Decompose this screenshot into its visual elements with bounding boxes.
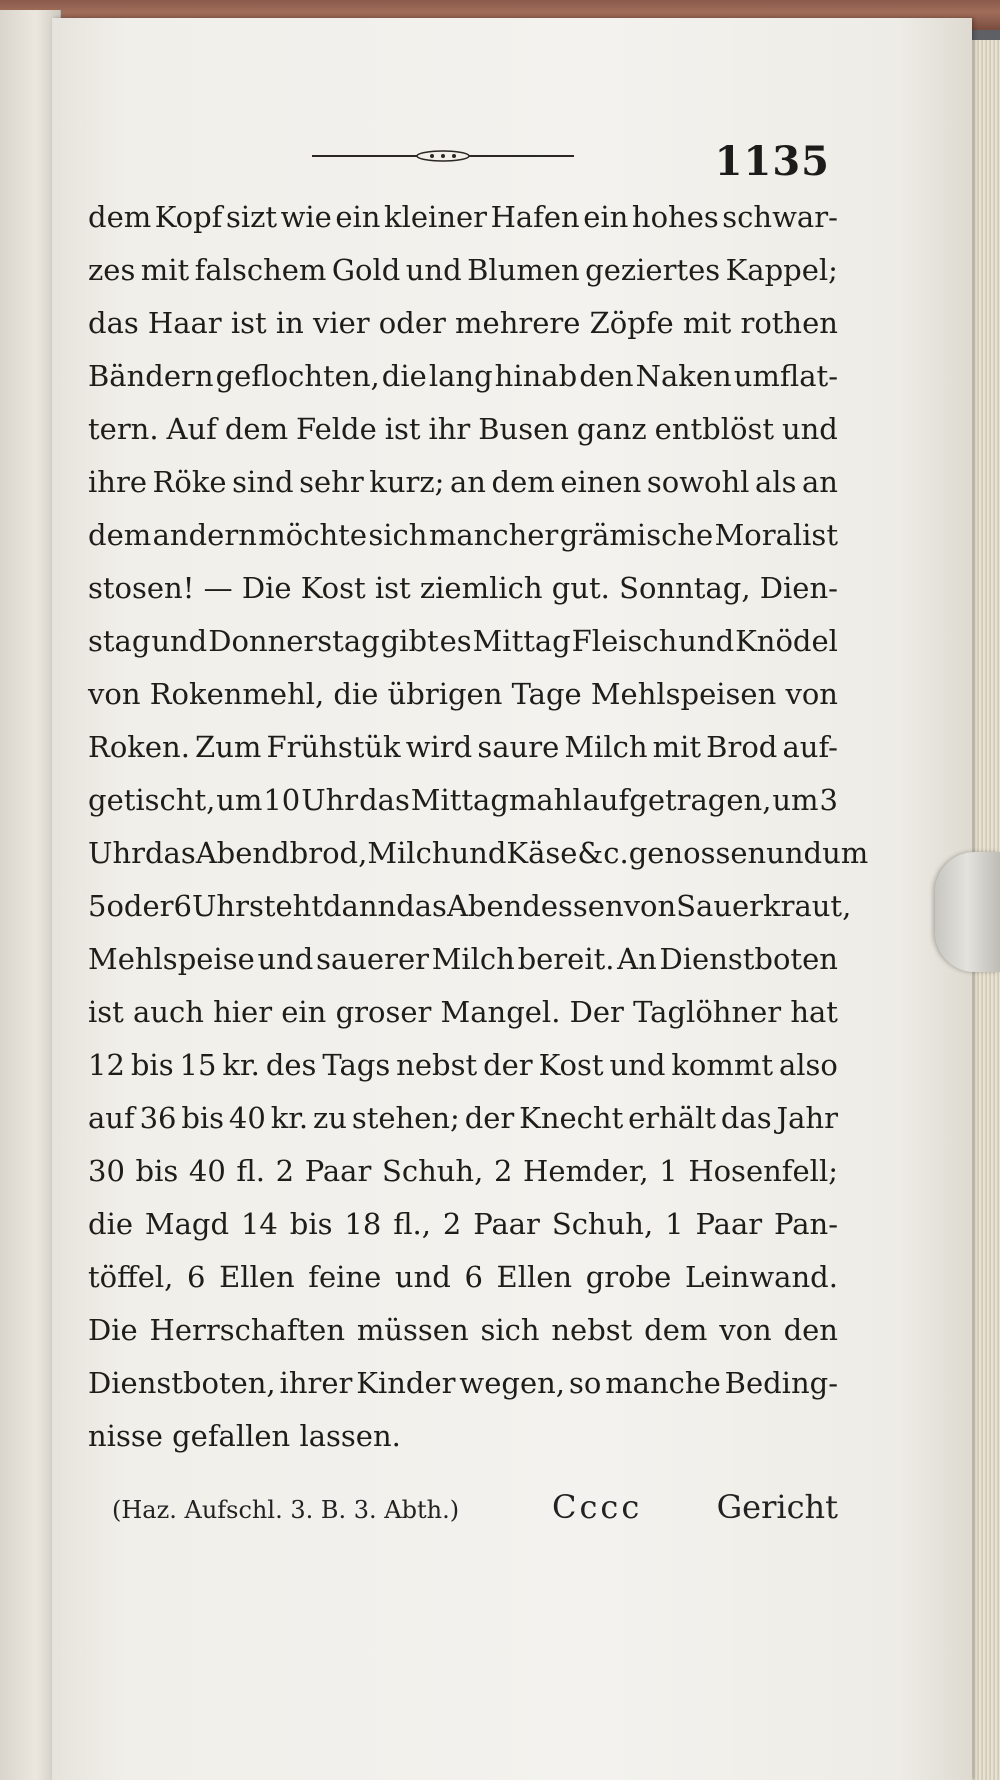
text-word: nebst — [551, 1313, 633, 1347]
text-word: Paar — [695, 1207, 763, 1241]
text-line — [88, 783, 838, 836]
text-line — [88, 253, 838, 306]
text-word: Mehlspeise — [88, 942, 255, 976]
text-word: Zöpfe — [589, 306, 674, 340]
text-word: vier — [312, 306, 370, 340]
text-word: tern. — [88, 412, 159, 446]
text-word: in — [275, 306, 304, 340]
text-word: kleiner — [384, 200, 488, 234]
header-ornament — [312, 150, 574, 162]
text-word: wird — [405, 730, 473, 764]
text-word: so — [568, 1366, 602, 1400]
text-word: wie — [280, 200, 332, 234]
text-word: Moralist — [714, 518, 838, 552]
text-word: sehr — [299, 465, 364, 499]
text-word: ist — [88, 995, 124, 1029]
text-word: Zum — [195, 730, 262, 764]
text-word: Tags — [322, 1048, 391, 1082]
text-word: sauerer — [316, 942, 429, 976]
text-word: kommt — [671, 1048, 774, 1082]
text-word: bis — [135, 1154, 179, 1188]
text-word: und — [609, 1048, 666, 1082]
text-word: dem — [644, 1313, 708, 1347]
text-word: kr. — [222, 1048, 260, 1082]
text-line — [88, 1154, 838, 1207]
text-word: geziertes — [585, 253, 721, 287]
text-word: 2 — [275, 1154, 295, 1188]
text-word: 40 — [228, 1101, 266, 1135]
text-word: 30 — [88, 1154, 125, 1188]
text-word: das — [396, 889, 447, 923]
text-word: oder — [106, 889, 174, 923]
text-word: fl., — [393, 1207, 431, 1241]
text-word: Dienstboten, — [88, 1366, 276, 1400]
text-word: Jahr — [776, 1101, 838, 1135]
text-word: bereit. — [517, 942, 615, 976]
text-word: bis — [181, 1101, 225, 1135]
text-line — [88, 677, 838, 730]
text-word: die — [333, 677, 379, 711]
text-word: groser — [335, 995, 432, 1029]
text-word: auf — [88, 1101, 135, 1135]
text-word: ihre — [88, 465, 147, 499]
text-line — [88, 518, 838, 571]
text-word: feine — [308, 1260, 382, 1294]
text-word: ist — [230, 306, 267, 340]
text-word: 6 — [173, 889, 192, 923]
text-word: — — [203, 571, 233, 605]
text-word: mancher — [428, 518, 559, 552]
text-word: Uhr — [88, 836, 145, 870]
text-word: Leinwand. — [684, 1260, 838, 1294]
text-word: schwar- — [722, 200, 838, 234]
text-word: 3 — [819, 783, 838, 817]
text-word: Abendbrod, — [195, 836, 368, 870]
text-line — [88, 571, 838, 624]
text-word: Donnerstag — [208, 624, 380, 658]
text-word: den — [579, 359, 634, 393]
text-line — [88, 200, 838, 253]
text-word: Schuh, — [381, 1154, 484, 1188]
text-word: geflochten, — [215, 359, 380, 393]
text-word: Mehlspeisen — [590, 677, 777, 711]
text-word: kr. — [270, 1101, 309, 1135]
text-word: An — [617, 942, 657, 976]
text-word: mehrere — [455, 306, 581, 340]
text-word: Abendessen — [446, 889, 624, 923]
text-word: sizt — [225, 200, 278, 234]
text-word: von — [88, 677, 141, 711]
text-word: &c. — [577, 836, 629, 870]
text-line — [88, 1313, 838, 1366]
text-word: Röke — [152, 465, 227, 499]
text-line — [88, 1048, 838, 1101]
text-word: Der — [569, 995, 624, 1029]
text-line — [88, 412, 838, 465]
text-word: die — [88, 1207, 134, 1241]
text-word: Rokenmehl, — [149, 677, 325, 711]
text-word: Die — [241, 571, 292, 605]
text-word: Mangel. — [440, 995, 561, 1029]
text-word: Kost — [538, 1048, 604, 1082]
text-word: an — [802, 465, 838, 499]
text-word: Tage — [511, 677, 582, 711]
text-word: mit — [682, 306, 732, 340]
text-word: bis — [289, 1207, 333, 1241]
text-word: 18 — [344, 1207, 382, 1241]
text-word: sowohl — [646, 465, 750, 499]
text-word: erhält — [628, 1101, 717, 1135]
text-word: müssen — [356, 1313, 469, 1347]
source-note: (Haz. Aufschl. 3. B. 3. Abth.) — [112, 1496, 460, 1524]
text-word: des — [265, 1048, 317, 1082]
text-line — [88, 359, 838, 412]
text-word: hohes — [631, 200, 719, 234]
page-footer — [112, 1488, 838, 1538]
text-word: Busen — [478, 412, 569, 446]
page-number: 1135 — [714, 138, 830, 185]
text-word: Schuh, — [551, 1207, 654, 1241]
text-word: dem — [88, 200, 152, 234]
text-word: Milch — [367, 836, 451, 870]
text-line — [88, 1260, 838, 1313]
text-word: möchte — [258, 518, 367, 552]
text-word: falschem — [194, 253, 327, 287]
text-word: zu — [313, 1101, 347, 1135]
text-word: sich — [480, 1313, 540, 1347]
text-word: mit — [652, 730, 702, 764]
text-word: dem — [224, 412, 289, 446]
text-word: zes — [88, 253, 136, 287]
body-text — [88, 200, 869, 1472]
text-word: fl. — [236, 1154, 265, 1188]
text-word: töffel, — [88, 1260, 174, 1294]
text-word: entblöst — [654, 412, 774, 446]
text-word: Hafen — [490, 200, 580, 234]
text-word: Die — [88, 1313, 138, 1347]
text-word: Ellen — [496, 1260, 573, 1294]
text-word: Milch — [431, 942, 515, 976]
text-word: sind — [232, 465, 294, 499]
text-word: stosen! — [88, 571, 195, 605]
text-word: dem — [491, 465, 555, 499]
text-word: Hemder, — [523, 1154, 649, 1188]
text-word: also — [778, 1048, 838, 1082]
text-word: und — [781, 412, 838, 446]
text-word: Dienstboten — [659, 942, 838, 976]
text-word: Mittag — [472, 624, 571, 658]
text-word: Bändern — [88, 359, 214, 393]
text-line — [88, 942, 838, 995]
text-word: Felde — [296, 412, 377, 446]
text-word: umflat- — [733, 359, 838, 393]
text-word: und — [766, 836, 823, 870]
text-word: das — [88, 306, 139, 340]
text-word: andern — [152, 518, 257, 552]
text-word: um — [772, 783, 819, 817]
text-word: genossen — [628, 836, 767, 870]
text-word: 2 — [493, 1154, 513, 1188]
text-word: ein — [281, 995, 327, 1029]
text-line — [88, 624, 838, 677]
text-word: und — [394, 1260, 451, 1294]
text-word: Paar — [473, 1207, 540, 1241]
text-word: dem — [88, 518, 152, 552]
text-word: Ellen — [219, 1260, 295, 1294]
text-word: oder — [378, 306, 446, 340]
text-word: Dien- — [759, 571, 838, 605]
text-word: Beding- — [724, 1366, 838, 1400]
text-word: nebst — [396, 1048, 478, 1082]
text-word: übrigen — [387, 677, 503, 711]
text-word: ein — [583, 200, 629, 234]
text-word: grobe — [585, 1260, 672, 1294]
text-word: von — [785, 677, 838, 711]
text-word: das — [720, 1101, 772, 1135]
text-word: Hosenfell; — [688, 1154, 838, 1188]
text-word: Herrschaften — [149, 1313, 346, 1347]
text-word: Taglöhner — [633, 995, 782, 1029]
text-word: gut. — [551, 571, 610, 605]
text-word: Knecht — [519, 1101, 624, 1135]
text-word: an — [450, 465, 486, 499]
text-word: das — [359, 783, 410, 817]
text-word: und — [678, 624, 735, 658]
text-word: stag — [88, 624, 151, 658]
text-word: der — [483, 1048, 533, 1082]
text-word: gibt — [380, 624, 439, 658]
text-word: 1 — [665, 1207, 684, 1241]
text-word: den — [783, 1313, 838, 1347]
text-word: Fleisch — [571, 624, 678, 658]
text-word: getischt, — [88, 783, 216, 817]
text-word: 2 — [442, 1207, 462, 1241]
text-word: das — [144, 836, 196, 870]
text-word: als — [755, 465, 797, 499]
text-line — [88, 836, 869, 889]
text-word: und — [405, 253, 462, 287]
text-word: Knödel — [735, 624, 838, 658]
text-word: Frühstük — [266, 730, 401, 764]
text-word: ein — [335, 200, 381, 234]
text-word: lang — [428, 359, 493, 393]
text-line — [88, 1207, 838, 1260]
text-word: Naken — [635, 359, 732, 393]
text-word: 6 — [464, 1260, 483, 1294]
text-word: Uhr — [191, 889, 249, 923]
text-word: Mittagmahl — [410, 783, 582, 817]
text-word: Haar — [147, 306, 222, 340]
text-word: rothen — [740, 306, 838, 340]
text-word: 5 — [88, 889, 107, 923]
text-line — [88, 995, 838, 1048]
text-word: ihr — [428, 412, 471, 446]
text-word: Blumen — [467, 253, 580, 287]
text-word: Uhr — [301, 783, 359, 817]
text-word: auch — [133, 995, 204, 1029]
text-word: manche — [605, 1366, 721, 1400]
text-word: Käse — [506, 836, 578, 870]
text-word: kurz; — [369, 465, 445, 499]
text-word: steht — [248, 889, 323, 923]
text-word: und — [151, 624, 208, 658]
text-word: 12 — [88, 1048, 125, 1082]
text-line — [88, 730, 838, 783]
text-word: mit — [140, 253, 190, 287]
text-word: bis — [130, 1048, 174, 1082]
text-word: 15 — [179, 1048, 217, 1082]
text-word: Sonntag, — [619, 571, 751, 605]
text-line — [88, 1366, 838, 1419]
text-word: und — [450, 836, 507, 870]
text-word: Kopf — [154, 200, 223, 234]
text-word: Paar — [304, 1154, 372, 1188]
text-word: dann — [322, 889, 397, 923]
text-word: ziemlich — [419, 571, 543, 605]
text-word: 40 — [188, 1154, 226, 1188]
text-word: ganz — [576, 412, 647, 446]
text-line — [88, 306, 838, 359]
text-word: es — [439, 624, 472, 658]
text-word: grämische — [559, 518, 714, 552]
text-word: hier — [213, 995, 273, 1029]
text-word: Kost — [300, 571, 366, 605]
text-word: von — [623, 889, 677, 923]
text-word: von — [719, 1313, 772, 1347]
catchword: Gericht — [716, 1488, 838, 1526]
text-word: ist — [374, 571, 411, 605]
text-word: der — [464, 1101, 515, 1135]
text-word: die — [381, 359, 427, 393]
text-word: ihrer — [279, 1366, 353, 1400]
text-word: einen — [560, 465, 642, 499]
text-line — [88, 889, 852, 942]
text-word: 6 — [187, 1260, 206, 1294]
text-line: nisse gefallen lassen. — [88, 1419, 401, 1453]
text-word: Gold — [331, 253, 401, 287]
text-word: Pan- — [774, 1207, 838, 1241]
text-word: stehen; — [351, 1101, 460, 1135]
text-word: Milch — [564, 730, 648, 764]
text-word: aufgetragen, — [582, 783, 772, 817]
text-word: um — [216, 783, 263, 817]
text-word: Sauerkraut, — [676, 889, 852, 923]
text-word: Magd — [144, 1207, 230, 1241]
text-word: 1 — [659, 1154, 678, 1188]
text-word: Auf — [166, 412, 217, 446]
text-word: und — [257, 942, 314, 976]
text-word: Kappel; — [725, 253, 838, 287]
text-word: hat — [790, 995, 838, 1029]
text-word: Kinder — [356, 1366, 456, 1400]
text-word: sich — [368, 518, 428, 552]
text-word: Roken. — [88, 730, 190, 764]
text-word: wegen, — [459, 1366, 566, 1400]
text-word: um — [822, 836, 869, 870]
text-word: ist — [384, 412, 421, 446]
text-word: Brod — [706, 730, 778, 764]
text-line — [88, 465, 838, 518]
bookmark-clip — [935, 852, 1000, 972]
text-word: auf- — [782, 730, 838, 764]
text-word: 10 — [263, 783, 301, 817]
text-word: hinab — [494, 359, 578, 393]
text-word: 36 — [139, 1101, 177, 1135]
text-word: saure — [477, 730, 560, 764]
text-line — [88, 1101, 838, 1154]
text-word: 14 — [240, 1207, 278, 1241]
signature-mark: Cccc — [552, 1488, 643, 1526]
